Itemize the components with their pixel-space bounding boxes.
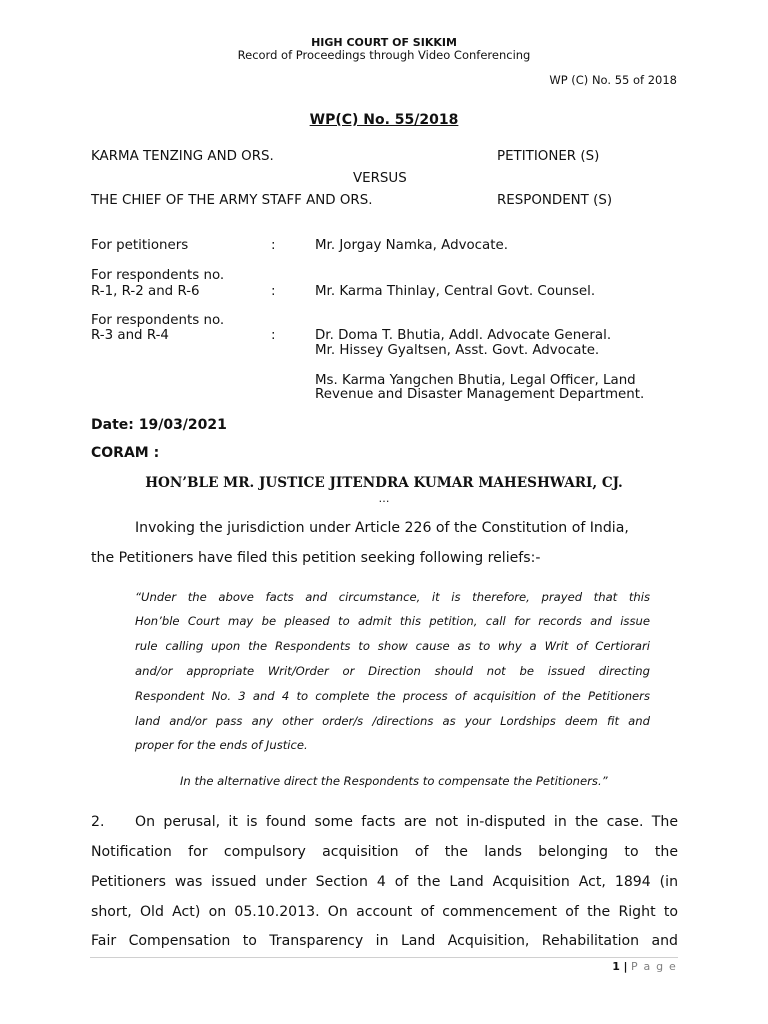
- case-reference: WP (C) No. 55 of 2018: [549, 73, 677, 87]
- intro-line: the Petitioners have filed this petition seeking following reliefs:-: [91, 550, 541, 566]
- court-name: HIGH COURT OF SIKKIM: [311, 36, 457, 49]
- page-number: 1: [612, 960, 620, 973]
- counsel-name: Mr. Jorgay Namka, Advocate.: [315, 238, 508, 253]
- quote-line: Respondent No. 3 and 4 to complete the process of acquisition of the Petitioners: [135, 689, 650, 703]
- coram-judge: HON’BLE MR. JUSTICE JITENDRA KUMAR MAHESHWARI, CJ.: [145, 475, 623, 491]
- counsel-name: Mr. Hissey Gyaltsen, Asst. Govt. Advocate.: [315, 343, 600, 358]
- quote-line: proper for the ends of Justice.: [135, 738, 308, 752]
- counsel-label-respondents: R-3 and R-4: [91, 328, 169, 343]
- para-line: short, Old Act) on 05.10.2013. On account of commencement of the Right to: [91, 904, 678, 920]
- order-date: Date: 19/03/2021: [91, 417, 227, 433]
- quote-line: and/or appropriate Writ/Order or Direction should not be issued directing: [135, 664, 650, 678]
- para-line: Notification for compulsory acquisition of the lands belonging to the: [91, 844, 678, 860]
- counsel-label: For petitioners: [91, 238, 189, 253]
- coram-label: CORAM :: [91, 445, 160, 461]
- counsel-label: For respondents no.: [91, 268, 225, 283]
- counsel-label-respondents: R-1, R-2 and R-6: [91, 284, 200, 299]
- counsel-label: For respondents no.: [91, 313, 225, 328]
- para-number: 2.: [91, 814, 105, 830]
- page-footer: [612, 960, 677, 973]
- footer-divider: [90, 957, 678, 958]
- para-line: On perusal, it is found some facts are not in-disputed in the case. The: [135, 814, 678, 830]
- respondent-name: THE CHIEF OF THE ARMY STAFF AND ORS.: [91, 193, 373, 208]
- court-subtitle: Record of Proceedings through Video Conferencing: [237, 48, 531, 62]
- para-line: Fair Compensation to Transparency in Land Acquisition, Rehabilitation and: [91, 933, 678, 949]
- quote-line: land and/or pass any other order/s /directions as your Lordships deem fit and: [135, 714, 650, 728]
- page-label: P a g e: [630, 960, 677, 973]
- respondent-role: RESPONDENT (S): [497, 193, 613, 208]
- para-line: Petitioners was issued under Section 4 of the Land Acquisition Act, 1894 (in: [91, 874, 678, 890]
- counsel-name: Ms. Karma Yangchen Bhutia, Legal Officer, Land: [315, 373, 636, 388]
- quote-line: “Under the above facts and circumstance, it is therefore, prayed that this: [135, 590, 650, 604]
- quote-line: Hon’ble Court may be pleased to admit this petition, call for records and issue: [135, 614, 650, 628]
- page-separator: |: [623, 960, 628, 973]
- counsel-name: Mr. Karma Thinlay, Central Govt. Counsel.: [315, 284, 596, 299]
- petitioner-role: PETITIONER (S): [497, 149, 600, 164]
- coram-dots: …: [378, 492, 390, 505]
- counsel-name: Revenue and Disaster Management Department.: [315, 387, 645, 402]
- petitioner-name: KARMA TENZING AND ORS.: [91, 149, 274, 164]
- intro-line: Invoking the jurisdiction under Article 226 of the Constitution of India,: [135, 520, 629, 536]
- counsel-colon: :: [271, 238, 276, 253]
- counsel-colon: :: [271, 328, 276, 343]
- versus-label: VERSUS: [353, 171, 407, 186]
- quote-line: rule calling upon the Respondents to show cause as to why a Writ of Certiorari: [135, 639, 650, 653]
- counsel-name: Dr. Doma T. Bhutia, Addl. Advocate General.: [315, 328, 612, 343]
- counsel-colon: :: [271, 284, 276, 299]
- quote-alternative: In the alternative direct the Respondents to compensate the Petitioners.”: [180, 774, 608, 788]
- case-title: WP(C) No. 55/2018: [309, 112, 459, 128]
